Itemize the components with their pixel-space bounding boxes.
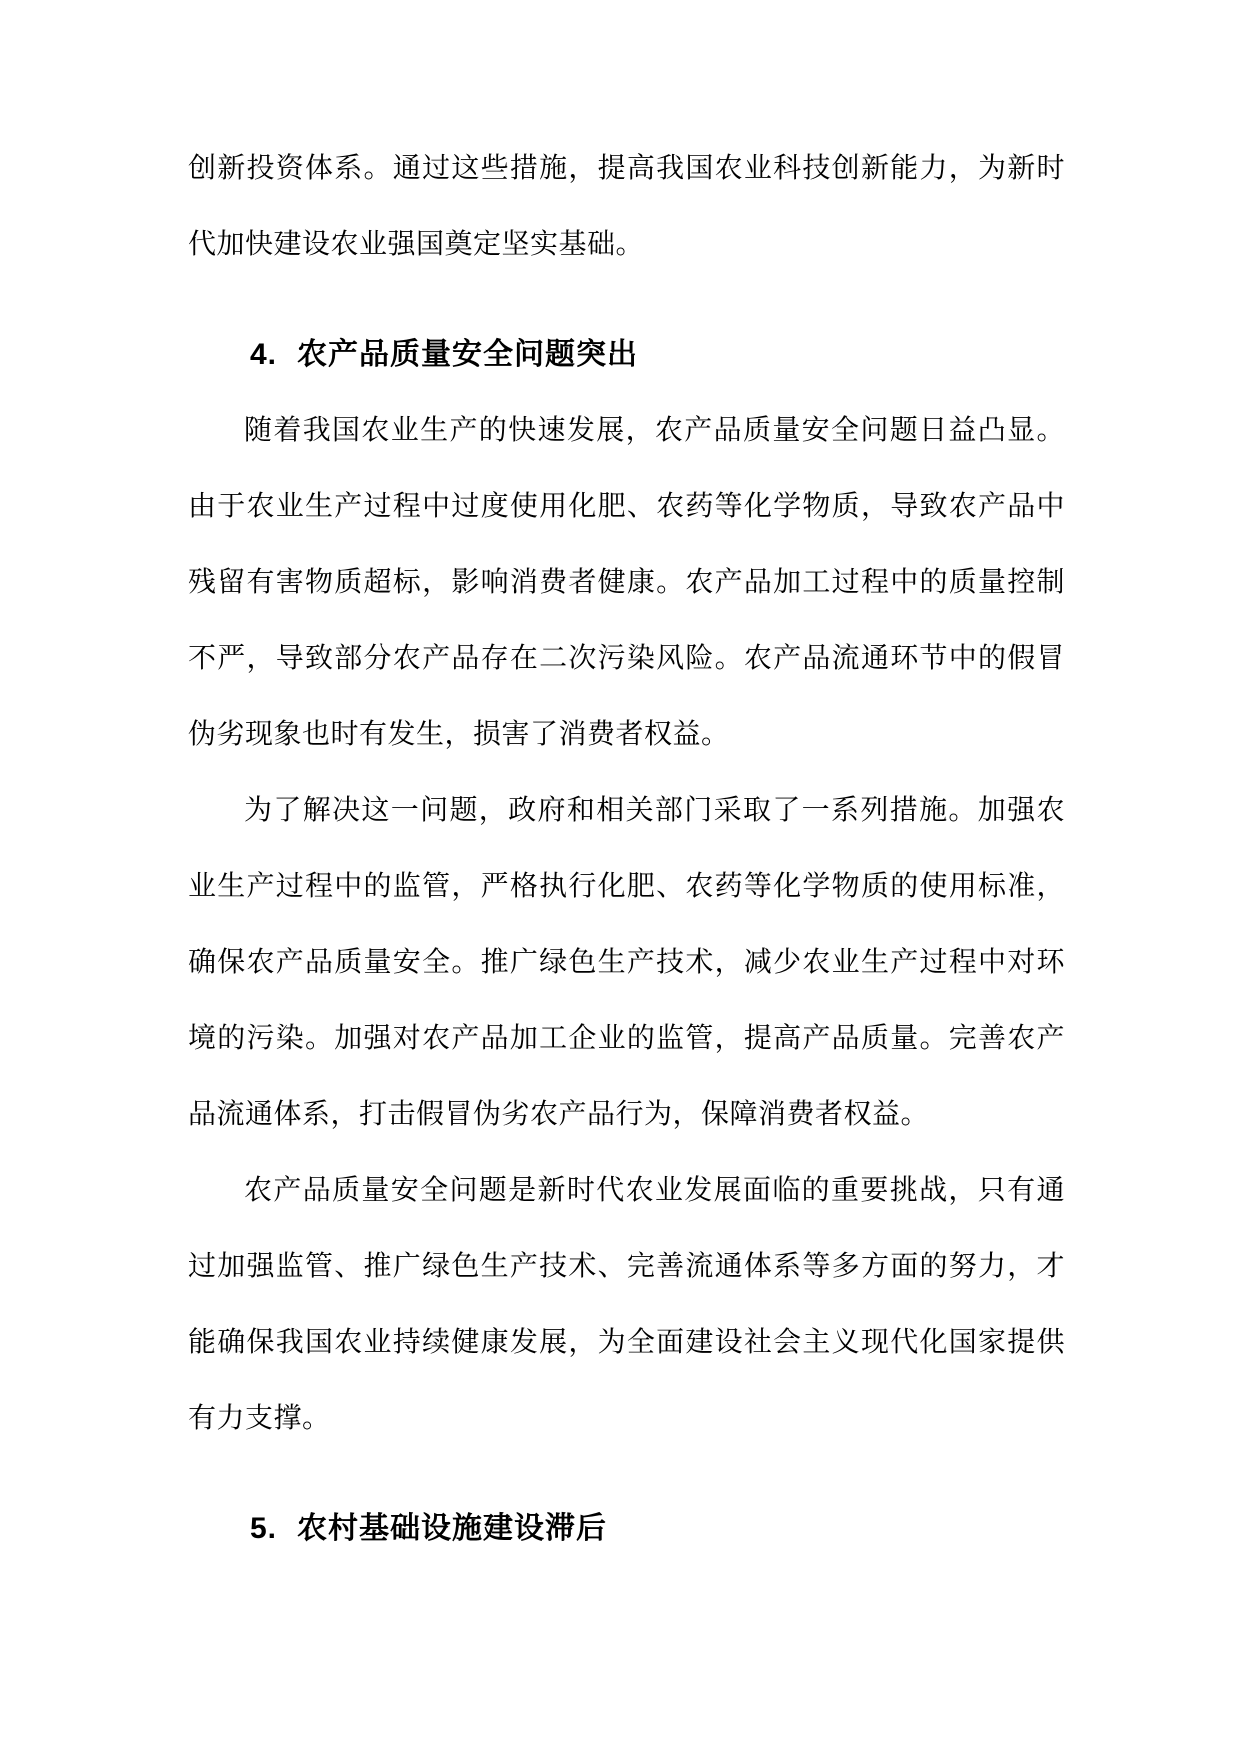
- section-heading-5-number: 5.: [250, 1512, 278, 1545]
- section-heading-5-title: 农村基础设施建设滞后: [297, 1512, 608, 1545]
- document-content: [188, 131, 1065, 1567]
- section-heading-4: [188, 317, 1065, 393]
- paragraph-conclusion: 农产品质量安全问题是新时代农业发展面临的重要挑战，只有通过加强监管、推广绿色生产技术、完善流通体系等多方面的努力，才能确保我国农业持续健康发展，为全面建设社会主义现代化国家提供有力支撑。: [188, 1175, 1065, 1434]
- paragraph-quality-problem: 随着我国农业生产的快速发展，农产品质量安全问题日益凸显。由于农业生产过程中过度使用化肥、农药等化学物质，导致农产品中残留有害物质超标，影响消费者健康。农产品加工过程中的质量控制不严，导致部分农产品存在二次污染风险。农产品流通环节中的假冒伪劣现象也时有发生，损害了消费者权益。: [188, 415, 1065, 750]
- paragraph-continuation: 创新投资体系。通过这些措施，提高我国农业科技创新能力，为新时代加快建设农业强国奠定坚实基础。: [188, 153, 1065, 260]
- paragraph-government-measures: 为了解决这一问题，政府和相关部门采取了一系列措施。加强农业生产过程中的监管，严格执行化肥、农药等化学物质的使用标准，确保农产品质量安全。推广绿色生产技术，减少农业生产过程中对环境的污染。加强对农产品加工企业的监管，提高产品质量。完善农产品流通体系，打击假冒伪劣农产品行为，保障消费者权益。: [188, 795, 1065, 1130]
- section-heading-4-title: 农产品质量安全问题突出: [297, 338, 639, 371]
- section-heading-4-number: 4.: [250, 338, 278, 371]
- section-heading-5: [188, 1491, 1065, 1567]
